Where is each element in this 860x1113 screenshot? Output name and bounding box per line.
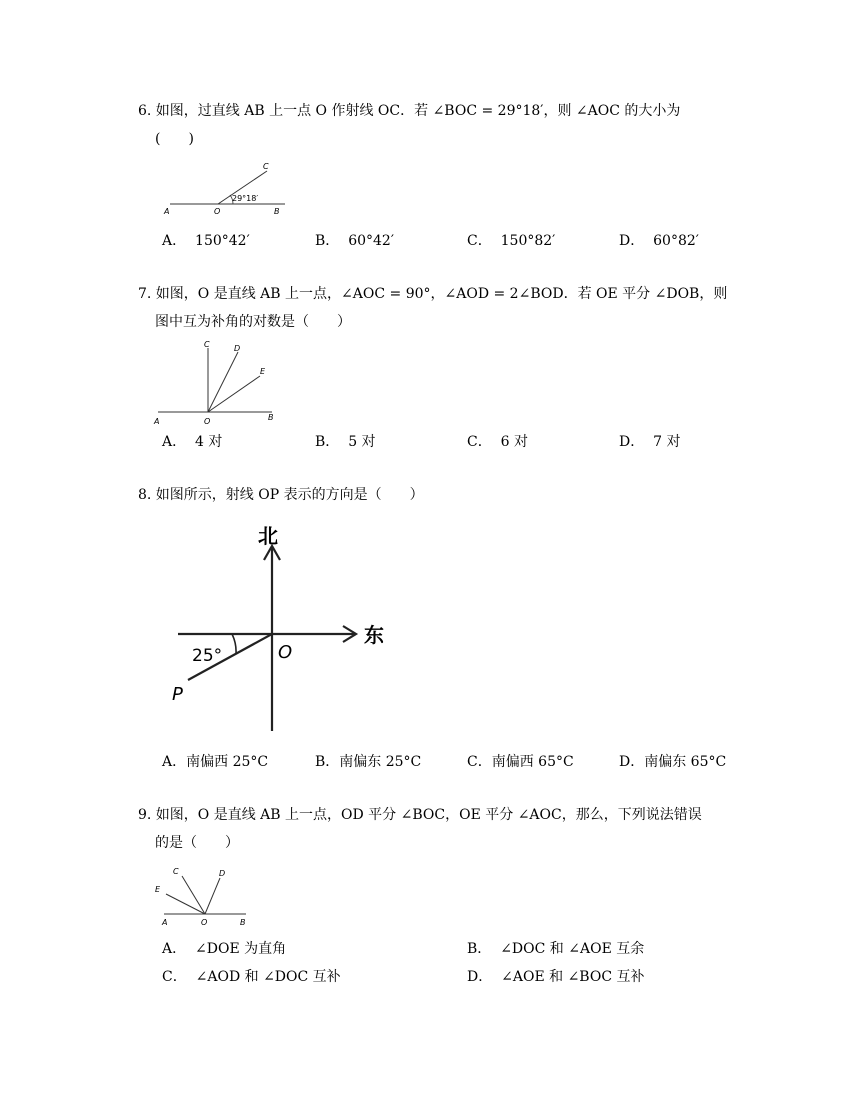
question-7-stem-line1: 7. 如图，O 是直线 AB 上一点，∠AOC = 90°，∠AOD = 2∠BOD．若 OE 平分 ∠DOB，则 xyxy=(138,286,728,302)
q9-label-d: D xyxy=(219,869,226,878)
question-7-options xyxy=(162,431,722,453)
q6-label-a: A xyxy=(164,207,170,216)
question-6-figure xyxy=(160,156,290,218)
q7-label-a: A xyxy=(154,417,160,426)
q8-option-a[interactable]: A．南偏西 25°C xyxy=(162,754,269,770)
q7-label-d: D xyxy=(234,344,241,353)
q6-option-b[interactable]: B． 60°42′ xyxy=(315,233,395,249)
q8-label-north: 北 xyxy=(258,524,278,548)
q6-option-c[interactable]: C． 150°82′ xyxy=(467,233,556,249)
q8-option-b[interactable]: B．南偏东 25°C xyxy=(315,754,422,770)
q7-label-e: E xyxy=(260,367,266,376)
q7-option-d[interactable]: D． 7 对 xyxy=(619,434,681,450)
q9-option-b[interactable]: B． ∠DOC 和 ∠AOE 互余 xyxy=(467,941,645,957)
question-8-stem-line1: 8. 如图所示，射线 OP 表示的方向是（ ） xyxy=(138,487,424,503)
q7-option-b[interactable]: B． 5 对 xyxy=(315,434,376,450)
q7-label-c: C xyxy=(204,340,210,349)
q6-label-o: O xyxy=(214,207,221,216)
q7-option-c[interactable]: C． 6 对 xyxy=(467,434,528,450)
q6-label-b: B xyxy=(274,207,280,216)
q9-option-c[interactable]: C． ∠AOD 和 ∠DOC 互补 xyxy=(162,969,341,985)
q7-option-a[interactable]: A． 4 对 xyxy=(162,434,223,450)
q6-option-d[interactable]: D． 60°82′ xyxy=(619,233,699,249)
question-6 xyxy=(138,97,738,153)
question-6-stem-line1: 6. 如图，过直线 AB 上一点 O 作射线 OC．若 ∠BOC = 29°18′，则 ∠AOC 的大小为 xyxy=(138,103,681,119)
q6-label-c: C xyxy=(263,162,269,171)
q7-label-o: O xyxy=(204,417,211,426)
question-8 xyxy=(138,481,738,509)
question-7-figure xyxy=(150,336,285,428)
question-7-stem-line2: 图中互为补角的对数是（ ） xyxy=(155,314,351,330)
q9-label-a: A xyxy=(162,918,168,927)
q9-label-o: O xyxy=(201,918,208,927)
question-8-options xyxy=(162,751,727,773)
question-9-stem-line1: 9. 如图，O 是直线 AB 上一点，OD 平分 ∠BOC，OE 平分 ∠AOC，那么，下列说法错误 xyxy=(138,807,702,823)
q7-label-b: B xyxy=(268,413,274,422)
q9-label-b: B xyxy=(240,918,246,927)
q9-option-d[interactable]: D． ∠AOE 和 ∠BOC 互补 xyxy=(467,969,645,985)
q8-option-d[interactable]: D．南偏东 65°C xyxy=(619,754,727,770)
question-9 xyxy=(138,801,738,857)
question-7 xyxy=(138,280,738,336)
question-9-options-row2 xyxy=(162,966,722,988)
q9-label-e: E xyxy=(155,885,161,894)
question-8-figure xyxy=(170,516,400,736)
q6-option-a[interactable]: A． 150°42′ xyxy=(162,233,250,249)
q8-label-p: P xyxy=(172,684,183,705)
q6-angle-label: 29°18′ xyxy=(232,194,259,203)
q9-label-c: C xyxy=(173,867,179,876)
q8-label-o: O xyxy=(278,642,293,663)
question-9-options-row1 xyxy=(162,938,722,960)
question-9-stem-line2: 的是（ ） xyxy=(155,835,239,851)
question-9-figure xyxy=(152,862,272,930)
q8-label-east: 东 xyxy=(364,623,384,647)
q8-angle-label: 25° xyxy=(192,646,223,666)
question-6-stem-line2: ( ) xyxy=(155,131,194,147)
question-6-options xyxy=(162,230,722,252)
q9-option-a[interactable]: A． ∠DOE 为直角 xyxy=(162,941,287,957)
q8-option-c[interactable]: C．南偏西 65°C xyxy=(467,754,574,770)
